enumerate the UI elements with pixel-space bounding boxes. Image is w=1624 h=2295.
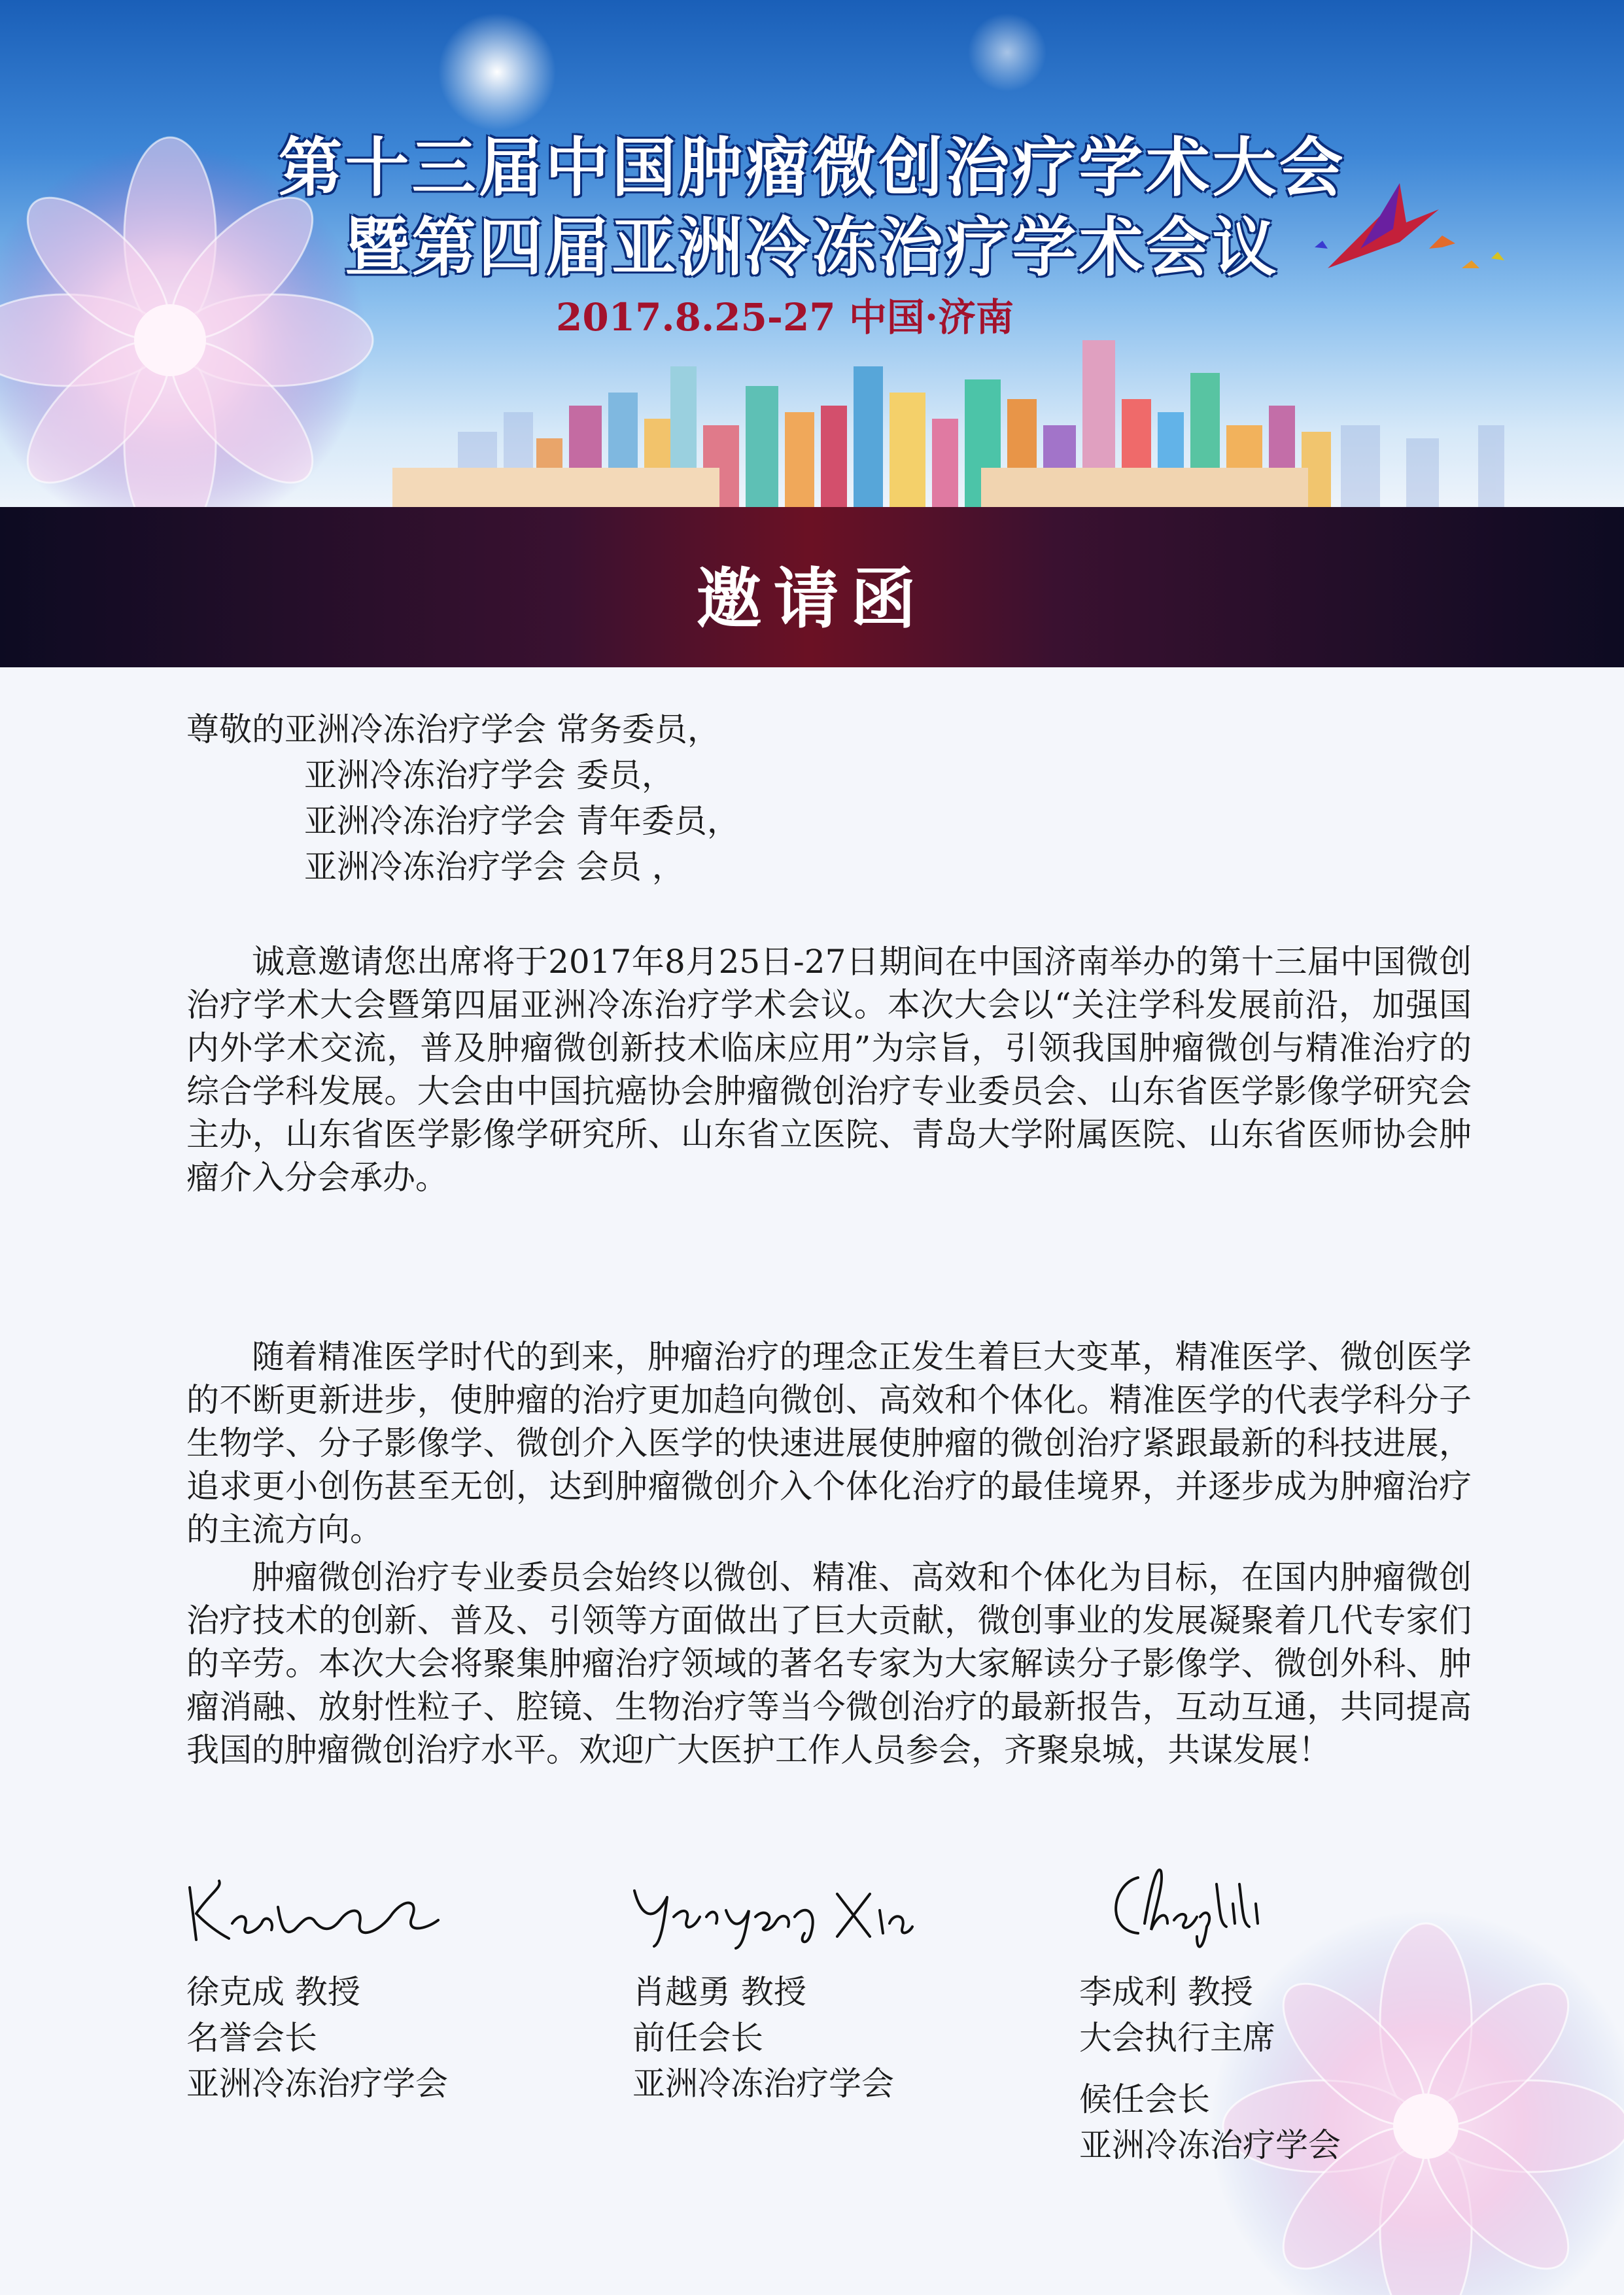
signature-mark [1099,1858,1269,1956]
salutation-line: 亚洲冷冻治疗学会 会员 ， [304,848,685,886]
signature-block [186,1969,448,2107]
signature-mark [628,1871,916,1950]
body-paragraph: 肿瘤微创治疗专业委员会始终以微创、精准、高效和个体化为目标，在国内肿瘤微创治疗技术的创新、普及、引领等方面做出了巨大贡献，微创事业的发展凝聚着几代专家们的辛劳。本次大会将聚集肿瘤治疗领域的著名专家为大家解读分子影像学、微创外科、肿瘤消融、放射性粒子、腔镜、生物治疗等当今微创治疗的最新报告，互动互通，共同提高我国的肿瘤微创治疗水平。欢迎广大医护工作人员参会，齐聚泉城，共谋发展！ [186,1558,1472,1769]
salutation-line: 尊敬的亚洲冷冻治疗学会 常务委员， [186,710,720,748]
signer-role: 大会执行主席 [1079,2019,1275,2057]
signer-org: 亚洲冷冻治疗学会 [186,2065,448,2103]
salutation-line: 亚洲冷冻治疗学会 委员， [304,756,674,794]
signature-mark [183,1868,445,1953]
signer-role: 前任会长 [632,2019,763,2057]
signer-org: 亚洲冷冻治疗学会 [632,2065,894,2103]
salutation-line: 亚洲冷冻治疗学会 青年委员， [304,802,740,840]
signature-block [1079,1969,1341,2168]
date-location: 2017.8.25-27 中国·济南 [556,295,1014,340]
invitation-banner [0,507,1624,667]
salutation [186,707,740,890]
invitation-title: 邀请函 [696,560,928,637]
signer-org: 亚洲冷冻治疗学会 [1079,2126,1341,2164]
signer-role: 名誉会长 [186,2019,317,2057]
conference-title-line1: 第十三届中国肿瘤微创治疗学术大会 [278,131,1346,205]
body-paragraph: 诚意邀请您出席将于2017年8月25日-27日期间在中国济南举办的第十三届中国微创治疗学术大会暨第四届亚洲冷冻治疗学术会议。本次大会以“关注学科发展前沿，加强国内外学术交流，普及肿瘤微创新技术临床应用”为宗旨，引领我国肿瘤微创与精准治疗的综合学科发展。大会由中国抗癌协会肿瘤微创治疗专业委员会、山东省医学影像学研究会主办，山东省医学影像学研究所、山东省立医院、青岛大学附属医院、山东省医师协会肿瘤介入分会承办。 [186,943,1472,1197]
signature-block [632,1969,894,2107]
body-paragraph: 随着精准医学时代的到来，肿瘤治疗的理念正发生着巨大变革，精准医学、微创医学的不断更新进步，使肿瘤的治疗更加趋向微创、高效和个体化。精准医学的代表学科分子生物学、分子影像学、微创介入医学的快速进展使肿瘤的微创治疗紧跟最新的科技进展，追求更小创伤甚至无创，达到肿瘤微创介入个体化治疗的最佳境界，并逐步成为肿瘤治疗的主流方向。 [186,1338,1472,1549]
conference-title-line2: 暨第四届亚洲冷冻治疗学术会议 [345,211,1279,285]
header-banner [0,0,1624,507]
city-skyline [0,327,1624,507]
signer-name: 肖越勇 教授 [632,1973,806,2011]
signer-name: 李成利 教授 [1079,1973,1253,2011]
signer-role-secondary: 候任会长 [1079,2080,1210,2118]
birds-icon [1302,170,1511,288]
signer-name: 徐克成 教授 [186,1973,360,2011]
